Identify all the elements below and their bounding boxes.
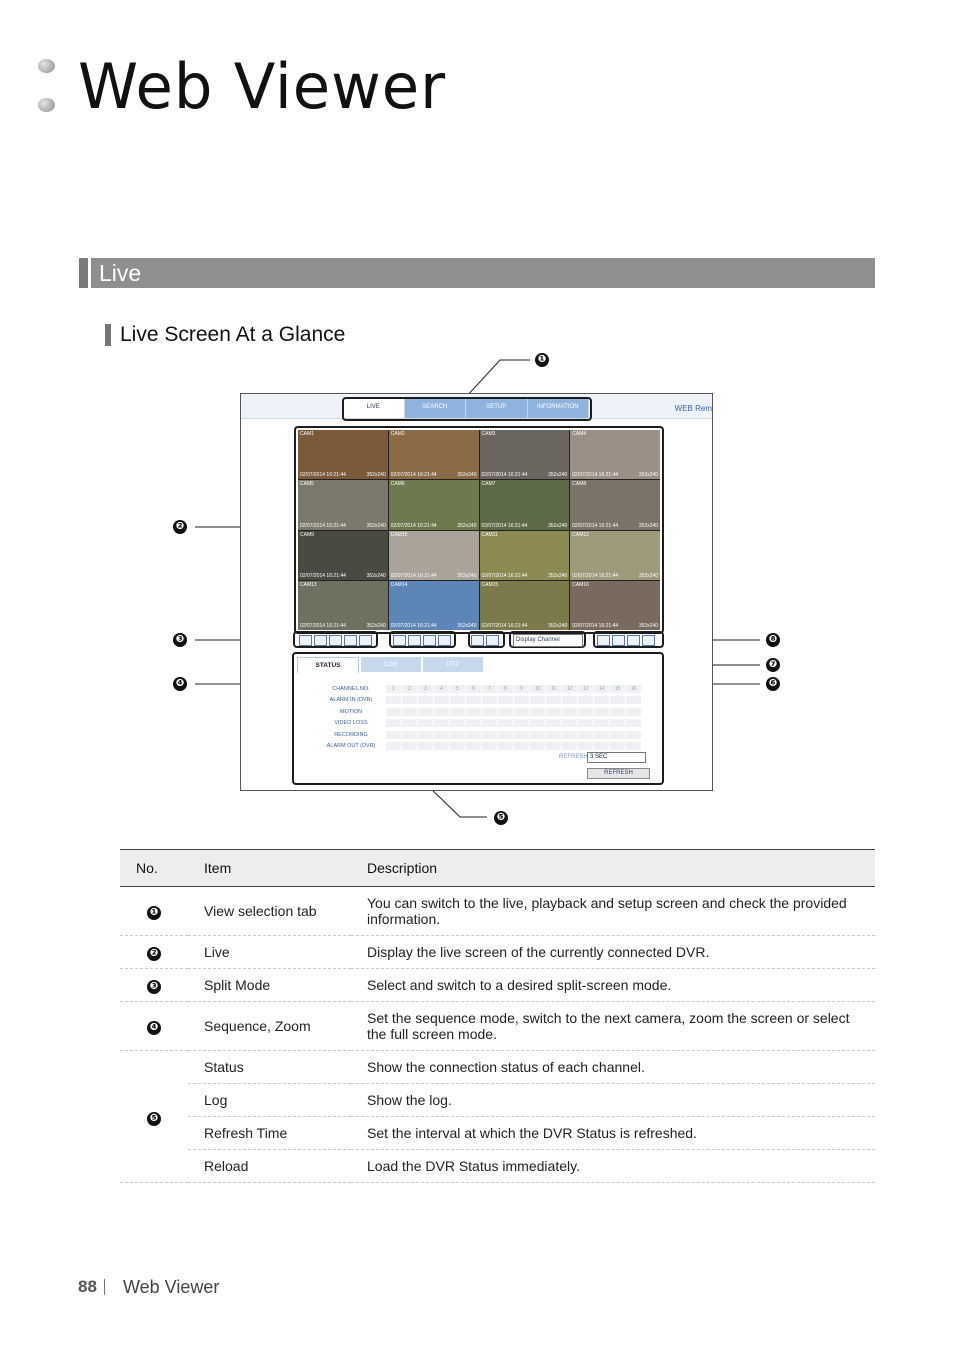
settings-button[interactable] xyxy=(642,635,655,646)
status-cell xyxy=(450,742,465,750)
tab-log[interactable]: LOG xyxy=(361,657,421,672)
status-cell xyxy=(498,696,513,704)
status-cell xyxy=(418,696,433,704)
status-cell xyxy=(610,696,625,704)
status-row xyxy=(316,718,642,730)
status-cell xyxy=(386,719,401,727)
camera-timestamp: 02/07/2014 16:21:44 xyxy=(390,572,437,579)
channel-number: 9 xyxy=(514,685,529,693)
row-description: Load the DVR Status immediately. xyxy=(351,1150,875,1183)
status-cell xyxy=(626,708,641,716)
status-cell xyxy=(546,708,561,716)
row-description: Show the connection status of each channel. xyxy=(351,1051,875,1084)
camera-timestamp: 02/07/2014 16:21:44 xyxy=(300,623,346,629)
status-cell xyxy=(402,708,417,716)
table-row xyxy=(120,1051,875,1084)
camera-resolution: 352x240 xyxy=(366,623,386,629)
header-description: Description xyxy=(351,850,875,887)
tab-status[interactable]: STATUS xyxy=(297,657,359,673)
status-row-label: RECORDING xyxy=(334,731,368,738)
channel-number: 16 xyxy=(626,685,641,693)
channel-number: 13 xyxy=(578,685,593,693)
status-cell xyxy=(386,708,401,716)
status-cell xyxy=(578,731,593,739)
status-cell xyxy=(482,731,497,739)
camera-timestamp: 02/07/2014 16:21:44 xyxy=(390,522,437,529)
status-cell xyxy=(594,731,609,739)
status-cell xyxy=(594,696,609,704)
status-row-label: ALARM OUT (DVR) xyxy=(326,743,376,750)
callout-3: ❸ xyxy=(173,633,187,647)
status-cell xyxy=(402,742,417,750)
channel-number: 10 xyxy=(530,685,545,693)
sequence-button[interactable] xyxy=(393,635,406,646)
zoom-button[interactable] xyxy=(423,635,436,646)
status-cell xyxy=(450,696,465,704)
table-header xyxy=(120,850,875,887)
status-cell xyxy=(450,731,465,739)
status-cell xyxy=(514,731,529,739)
channel-number: 5 xyxy=(450,685,465,693)
status-cell xyxy=(418,731,433,739)
status-cell xyxy=(626,696,641,704)
status-cell xyxy=(450,708,465,716)
live-highlight xyxy=(294,426,664,634)
page-number: 88 xyxy=(78,1277,97,1296)
tab-search[interactable]: SEARCH xyxy=(405,398,467,418)
status-cell xyxy=(498,742,513,750)
row-description: Select and switch to a desired split-screen mode. xyxy=(351,969,875,1002)
camera-resolution: 352x240 xyxy=(366,572,386,579)
status-cell xyxy=(626,731,641,739)
camera-timestamp: 02/07/2014 16:21:44 xyxy=(390,472,437,479)
row-description: Display the live screen of the currently connected DVR. xyxy=(351,936,875,969)
camera-timestamp: 02/07/2014 16:21:44 xyxy=(390,623,437,629)
refresh-label: REFRESH xyxy=(559,754,588,760)
status-row-label: ALARM IN (DVR) xyxy=(329,697,373,704)
status-cell xyxy=(386,731,401,739)
status-cell xyxy=(514,708,529,716)
status-cell xyxy=(482,742,497,750)
status-cell xyxy=(562,708,577,716)
row-description: Set the sequence mode, switch to the next camera, zoom the screen or select the full screen mode. xyxy=(351,1002,875,1051)
camera-resolution: 352x240 xyxy=(457,623,477,629)
status-cell xyxy=(594,742,609,750)
channel-number: 3 xyxy=(418,685,433,693)
status-cell xyxy=(530,696,545,704)
refresh-time-select[interactable]: 3 SEC xyxy=(587,752,646,763)
table-row xyxy=(120,1084,875,1117)
camera-resolution: 352x240 xyxy=(548,522,568,529)
web-viewer-screenshot xyxy=(240,393,713,791)
split-9-button[interactable] xyxy=(344,635,357,646)
description-table xyxy=(120,849,875,1183)
camera-label: CAM6 xyxy=(390,481,405,488)
tab-live[interactable]: LIVE xyxy=(343,398,405,418)
status-cell xyxy=(514,696,529,704)
camera-timestamp: 02/07/2014 16:21:44 xyxy=(572,623,619,629)
channel-number: 1 xyxy=(386,685,401,693)
status-cell xyxy=(578,742,593,750)
camera-label: CAM5 xyxy=(300,481,314,488)
camera-resolution: 352x240 xyxy=(548,472,568,479)
status-cell xyxy=(530,731,545,739)
tab-setup[interactable]: SETUP xyxy=(466,398,528,418)
camera-timestamp: 02/07/2014 16:21:44 xyxy=(300,522,346,529)
section-title: Live xyxy=(99,260,142,286)
camera-timestamp: 02/07/2014 16:21:44 xyxy=(481,522,528,529)
status-cell xyxy=(530,708,545,716)
table-row xyxy=(120,969,875,1002)
status-cell xyxy=(610,708,625,716)
channel-number: 14 xyxy=(594,685,609,693)
status-cell xyxy=(514,742,529,750)
speaker-button[interactable] xyxy=(486,635,499,646)
status-cell xyxy=(434,708,449,716)
status-cell xyxy=(610,742,625,750)
camera-timestamp: 02/07/2014 16:21:44 xyxy=(481,572,528,579)
camera-label: CAM12 xyxy=(572,531,589,538)
camera-label: CAM9 xyxy=(300,531,314,538)
status-cell xyxy=(434,742,449,750)
camera-timestamp: 02/07/2014 16:21:44 xyxy=(481,472,528,479)
row-number: ❷ xyxy=(120,936,188,969)
tab-information[interactable]: INFORMATION xyxy=(528,398,590,418)
table-row xyxy=(120,887,875,936)
status-cell xyxy=(578,719,593,727)
status-cell xyxy=(450,719,465,727)
camera-label: CAM3 xyxy=(481,431,496,437)
status-row-label: MOTION xyxy=(340,708,362,715)
row-number: ❶ xyxy=(120,887,188,936)
row-number: ❹ xyxy=(120,1002,188,1051)
camera-label: CAM4 xyxy=(572,431,587,437)
camera-resolution: 352x240 xyxy=(457,472,477,479)
camera-label: CAM2 xyxy=(390,431,405,437)
footer-divider xyxy=(104,1279,105,1295)
next-camera-button[interactable] xyxy=(408,635,421,646)
row-description: Show the log. xyxy=(351,1084,875,1117)
camera-label: CAM14 xyxy=(390,581,408,588)
status-row xyxy=(316,741,642,753)
status-cell xyxy=(498,731,513,739)
channel-number: 2 xyxy=(402,685,417,693)
row-item: Log xyxy=(188,1084,351,1117)
camera-label: CAM10 xyxy=(390,531,408,538)
camera-label: CAM16 xyxy=(572,581,589,588)
channel-number: 11 xyxy=(546,685,561,693)
status-cell xyxy=(434,696,449,704)
header-no: No. xyxy=(120,850,188,887)
status-cell xyxy=(418,708,433,716)
row-item: Live xyxy=(188,936,351,969)
status-table xyxy=(316,683,642,752)
status-cell xyxy=(434,731,449,739)
status-cell xyxy=(466,696,481,704)
callout-4: ❹ xyxy=(173,677,187,691)
print-button[interactable] xyxy=(612,635,625,646)
status-cell xyxy=(402,731,417,739)
status-cell xyxy=(562,719,577,727)
status-cell xyxy=(562,696,577,704)
status-cell xyxy=(530,742,545,750)
status-cell xyxy=(610,719,625,727)
status-row xyxy=(316,695,642,707)
row-item: Refresh Time xyxy=(188,1117,351,1150)
camera-resolution: 352x240 xyxy=(457,572,477,579)
status-cell xyxy=(562,742,577,750)
page-title: Web Viewer xyxy=(78,50,447,123)
channel-number: 7 xyxy=(482,685,497,693)
status-cell xyxy=(514,719,529,727)
display-channel-select[interactable]: Display Channel xyxy=(513,634,583,647)
table-row xyxy=(120,1150,875,1183)
callout-2: ❷ xyxy=(173,520,187,534)
status-cell xyxy=(626,719,641,727)
camera-resolution: 352x240 xyxy=(638,472,658,479)
camera-resolution: 352x240 xyxy=(638,623,658,629)
status-cell xyxy=(530,719,545,727)
camera-label: CAM7 xyxy=(481,481,496,488)
status-cell xyxy=(386,742,401,750)
status-cell xyxy=(578,708,593,716)
footer-title: Web Viewer xyxy=(123,1277,220,1297)
status-cell xyxy=(610,731,625,739)
row-description: You can switch to the live, playback and setup screen and check the provided information. xyxy=(351,887,875,936)
callout-7: ❼ xyxy=(766,658,780,672)
status-cell xyxy=(594,708,609,716)
status-cell xyxy=(498,719,513,727)
status-cell xyxy=(482,719,497,727)
camera-label: CAM1 xyxy=(300,431,314,437)
row-number: ❸ xyxy=(120,969,188,1002)
status-cell xyxy=(482,696,497,704)
channel-number: 12 xyxy=(562,685,577,693)
fullscreen-button[interactable] xyxy=(438,635,451,646)
camera-timestamp: 02/07/2014 16:21:44 xyxy=(572,522,619,529)
row-description: Set the interval at which the DVR Status is refreshed. xyxy=(351,1117,875,1150)
status-cell xyxy=(546,731,561,739)
status-row-label: VIDEO LOSS xyxy=(334,720,368,727)
row-item: Status xyxy=(188,1051,351,1084)
camera-resolution: 352x240 xyxy=(638,572,658,579)
status-cell xyxy=(418,742,433,750)
status-row xyxy=(316,706,642,718)
camera-label: CAM11 xyxy=(481,531,498,538)
refresh-button[interactable]: REFRESH xyxy=(587,768,650,779)
status-row-label: CHANNEL NO. xyxy=(332,685,370,692)
row-item: View selection tab xyxy=(188,887,351,936)
channel-number: 6 xyxy=(466,685,481,693)
status-row xyxy=(316,729,642,741)
split-16-button[interactable] xyxy=(359,635,372,646)
split-4-button[interactable] xyxy=(314,635,327,646)
table-row xyxy=(120,936,875,969)
status-cell xyxy=(546,696,561,704)
row-item: Reload xyxy=(188,1150,351,1183)
table-body xyxy=(120,887,875,1183)
record-button[interactable] xyxy=(597,635,610,646)
camera-timestamp: 02/07/2014 16:21:44 xyxy=(300,472,346,479)
status-cell xyxy=(434,719,449,727)
camera-label: CAM13 xyxy=(300,581,317,588)
status-cell xyxy=(402,719,417,727)
callout-5: ❺ xyxy=(494,811,508,825)
table-row xyxy=(120,1002,875,1051)
status-cell xyxy=(546,719,561,727)
mic-button[interactable] xyxy=(471,635,484,646)
status-cell xyxy=(386,696,401,704)
status-cell xyxy=(466,708,481,716)
camera-resolution: 352x240 xyxy=(548,623,568,629)
callout-6: ❻ xyxy=(766,677,780,691)
channel-number: 8 xyxy=(498,685,513,693)
camera-resolution: 352x240 xyxy=(457,522,477,529)
split-1-button[interactable] xyxy=(299,635,312,646)
status-cell xyxy=(418,719,433,727)
status-cell xyxy=(466,742,481,750)
split-6-button[interactable] xyxy=(329,635,342,646)
status-cell xyxy=(562,731,577,739)
camera-timestamp: 02/07/2014 16:21:44 xyxy=(572,472,619,479)
camera-resolution: 352x240 xyxy=(366,522,386,529)
callout-1: ❶ xyxy=(535,353,549,367)
tab-ptz[interactable]: PTZ xyxy=(423,657,483,672)
web-label: WEB Rem xyxy=(674,404,712,413)
capture-button[interactable] xyxy=(627,635,640,646)
camera-label: CAM8 xyxy=(572,481,587,488)
status-cell xyxy=(466,731,481,739)
status-cell xyxy=(626,742,641,750)
camera-label: CAM15 xyxy=(481,581,499,588)
status-cell xyxy=(546,742,561,750)
channel-number: 4 xyxy=(434,685,449,693)
tabs-highlight xyxy=(342,397,592,421)
status-cell xyxy=(402,696,417,704)
row-item: Sequence, Zoom xyxy=(188,1002,351,1051)
status-cell xyxy=(482,708,497,716)
header-item: Item xyxy=(188,850,351,887)
camera-timestamp: 02/07/2014 16:21:44 xyxy=(300,572,346,579)
status-cell xyxy=(578,696,593,704)
status-cell xyxy=(594,719,609,727)
camera-timestamp: 02/07/2014 16:21:44 xyxy=(481,623,528,629)
camera-resolution: 352x240 xyxy=(548,572,568,579)
row-number: ❺ xyxy=(120,1051,188,1183)
callout-8: ❽ xyxy=(766,633,780,647)
status-cell xyxy=(498,708,513,716)
camera-resolution: 352x240 xyxy=(366,472,386,479)
subsection-title: Live Screen At a Glance xyxy=(120,323,346,346)
table-row xyxy=(120,1117,875,1150)
row-item: Split Mode xyxy=(188,969,351,1002)
channel-number: 15 xyxy=(610,685,625,693)
camera-resolution: 352x240 xyxy=(638,522,658,529)
status-tabs xyxy=(297,657,485,673)
camera-timestamp: 02/07/2014 16:21:44 xyxy=(572,572,619,579)
status-cell xyxy=(466,719,481,727)
status-row xyxy=(316,683,642,695)
